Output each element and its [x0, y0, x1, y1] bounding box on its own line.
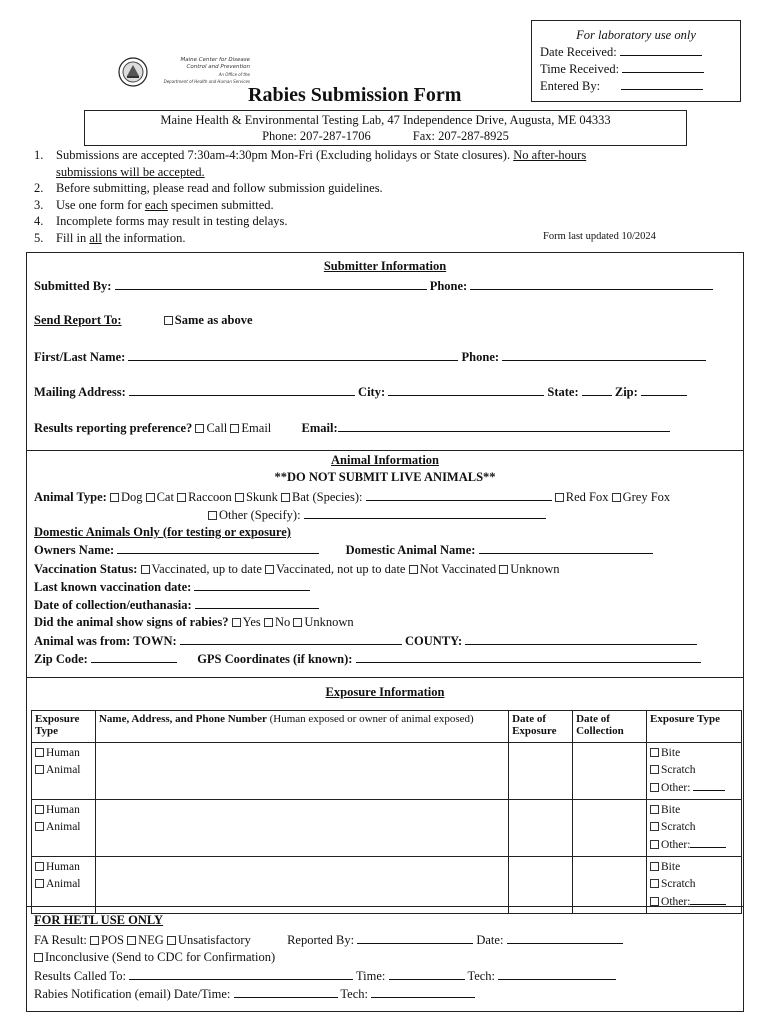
- vacc-not-up-to-date-checkbox[interactable]: [265, 565, 274, 574]
- dog-checkbox[interactable]: [110, 493, 119, 502]
- fa-result-label: FA Result:: [34, 933, 87, 947]
- lab-address: Maine Health & Environmental Testing Lab, 47 Independence Drive, Augusta, ME 04333: [160, 113, 611, 127]
- col-date-collection: Date of Collection: [573, 711, 647, 743]
- logo-line-4: Department of Health and Human Services: [163, 79, 250, 84]
- owners-name-label: Owners Name:: [34, 543, 115, 557]
- notification-row: [34, 986, 475, 1002]
- time-received-label: Time Received:: [540, 62, 620, 76]
- human-checkbox[interactable]: [35, 748, 44, 757]
- other-animal-checkbox[interactable]: [208, 511, 217, 520]
- other-animal-row: Other (Specify):: [208, 507, 546, 523]
- section-divider: [26, 450, 744, 451]
- call-label: Call: [206, 421, 228, 435]
- first-last-input[interactable]: [128, 349, 458, 361]
- pos-checkbox[interactable]: [90, 936, 99, 945]
- exposure-header-row: [32, 711, 742, 743]
- instruction-item-cont: submissions will be accepted.: [56, 164, 205, 179]
- domestic-name-input[interactable]: [479, 542, 653, 554]
- submitted-by-label: Submitted By:: [34, 279, 112, 293]
- form-updated: Form last updated 10/2024: [543, 231, 656, 242]
- date-received-field[interactable]: [540, 44, 732, 61]
- col-name-address: Name, Address, and Phone Number (Human exposed or owner of animal exposed): [95, 711, 508, 743]
- hetl-heading: FOR HETL USE ONLY: [34, 913, 164, 927]
- town-row: [34, 633, 697, 649]
- neg-checkbox[interactable]: [127, 936, 136, 945]
- city-input[interactable]: [388, 384, 544, 396]
- lab-use-title: For laboratory use only: [576, 28, 696, 42]
- instruction-item: 3. Use one form for each specimen submitted.: [34, 197, 274, 212]
- email-option-label: Email: [241, 421, 272, 435]
- vacc-unknown-checkbox[interactable]: [499, 565, 508, 574]
- signs-row: Did the animal show signs of rabies? Yes No Unknown: [34, 615, 354, 629]
- phone-input[interactable]: [470, 278, 713, 290]
- col-exposure-type-2: Exposure Type: [647, 711, 742, 743]
- time-label: Time:: [355, 969, 386, 983]
- mailing-row: [34, 384, 687, 400]
- signs-label: Did the animal show signs of rabies?: [34, 615, 229, 629]
- col-date-exposure: Date of Exposure: [509, 711, 573, 743]
- first-last-row: [34, 349, 706, 365]
- call-checkbox[interactable]: [195, 424, 204, 433]
- vaccination-label: Vaccination Status:: [34, 562, 138, 576]
- zip-input[interactable]: [641, 384, 687, 396]
- time-received-field[interactable]: [540, 61, 732, 78]
- lab-fax: Fax: 207-287-8925: [412, 129, 509, 143]
- date-collection-cell[interactable]: [573, 857, 647, 914]
- not-vaccinated-checkbox[interactable]: [409, 565, 418, 574]
- animal-checkbox[interactable]: [35, 879, 44, 888]
- name-address-cell[interactable]: [95, 800, 508, 857]
- signs-unknown-checkbox[interactable]: [293, 618, 302, 627]
- date-exposure-cell[interactable]: [509, 800, 573, 857]
- domestic-name-label: Domestic Animal Name:: [345, 543, 476, 557]
- human-checkbox[interactable]: [35, 862, 44, 871]
- time-input[interactable]: [389, 968, 465, 980]
- collection-input[interactable]: [195, 597, 319, 609]
- exposure-heading: Exposure Information: [325, 685, 445, 699]
- instruction-item: 1. Submissions are accepted 7:30am-4:30pm Mon-Fri (Excluding holidays or State closures). No after-hours: [34, 148, 587, 162]
- grey-fox-checkbox[interactable]: [612, 493, 621, 502]
- date-collection-cell[interactable]: [573, 800, 647, 857]
- lab-use-box: [531, 20, 741, 102]
- animal-checkbox[interactable]: [35, 822, 44, 831]
- results-called-row: [34, 968, 616, 984]
- same-as-above-checkbox[interactable]: [164, 316, 173, 325]
- state-input[interactable]: [582, 384, 612, 396]
- mailing-label: Mailing Address:: [34, 385, 126, 399]
- animal-checkbox[interactable]: [35, 765, 44, 774]
- email-checkbox[interactable]: [230, 424, 239, 433]
- table-row: Human Animal Bite Scratch Other:: [32, 800, 742, 857]
- instructions-list: [34, 147, 586, 246]
- exposure-table: [31, 710, 742, 914]
- reported-by-input[interactable]: [357, 932, 473, 944]
- vaccination-row: Vaccination Status: Vaccinated, up to date Vaccinated, not up to date Not Vaccinated Unknown: [34, 562, 560, 576]
- col-exposure-type: Exposure Type: [32, 711, 96, 743]
- form-title: Rabies Submission Form: [248, 84, 462, 106]
- red-fox-checkbox[interactable]: [555, 493, 564, 502]
- signs-yes-checkbox[interactable]: [232, 618, 241, 627]
- inconclusive-label: Inconclusive (Send to CDC for Confirmation): [45, 950, 276, 964]
- date-received-label: Date Received:: [540, 45, 617, 59]
- bat-species-input[interactable]: [366, 489, 552, 501]
- table-row: Human Animal Bite Scratch Other:: [32, 857, 742, 914]
- pref-label: Results reporting preference?: [34, 421, 193, 435]
- mailing-input[interactable]: [129, 384, 355, 396]
- animal-type-label: Animal Type:: [34, 490, 107, 504]
- send-report-row: [34, 313, 253, 328]
- lab-address-box: [84, 110, 687, 146]
- raccoon-checkbox[interactable]: [177, 493, 186, 502]
- submitted-by-row: [34, 278, 713, 294]
- date-exposure-cell[interactable]: [509, 857, 573, 914]
- state-seal-icon: [118, 57, 148, 87]
- pref-row: [34, 420, 670, 436]
- submitter-heading: Submitter Information: [323, 259, 447, 273]
- county-input[interactable]: [465, 633, 697, 645]
- logo-line-3: An Office of the: [218, 72, 250, 77]
- entered-by-label: Entered By:: [540, 79, 601, 93]
- other-animal-input[interactable]: [304, 507, 546, 519]
- called-to-input[interactable]: [129, 968, 353, 980]
- tech-label: Tech:: [467, 969, 496, 983]
- submitted-by-input[interactable]: [115, 278, 427, 290]
- other-checkbox[interactable]: [650, 897, 659, 906]
- logo-line-1: Maine Center for Disease: [180, 57, 250, 63]
- entered-by-field[interactable]: [540, 78, 732, 95]
- gps-label: GPS Coordinates (if known):: [197, 652, 353, 666]
- owners-row: [34, 542, 653, 558]
- email-input[interactable]: [338, 420, 670, 432]
- signs-no-checkbox[interactable]: [264, 618, 273, 627]
- instruction-item: 2. Before submitting, please read and follow submission guidelines.: [34, 181, 383, 195]
- section-divider: [26, 677, 744, 678]
- other-checkbox[interactable]: [650, 840, 659, 849]
- animal-zip-input[interactable]: [91, 651, 177, 663]
- other-checkbox[interactable]: [650, 783, 659, 792]
- scratch-checkbox[interactable]: [650, 879, 659, 888]
- city-label: City:: [358, 385, 386, 399]
- name-address-cell[interactable]: [95, 857, 508, 914]
- human-checkbox[interactable]: [35, 805, 44, 814]
- bite-checkbox[interactable]: [650, 862, 659, 871]
- hetl-date-label: Date:: [476, 933, 504, 947]
- table-row: Human Animal Bite Scratch Other:: [32, 743, 742, 800]
- hetl-date-input[interactable]: [507, 932, 623, 944]
- notification-label: Rabies Notification (email) Date/Time:: [34, 987, 231, 1001]
- vacc-up-to-date-checkbox[interactable]: [141, 565, 150, 574]
- send-report-label: Send Report To:: [34, 313, 122, 327]
- tech2-label: Tech:: [340, 987, 368, 1001]
- zip-gps-row: [34, 651, 701, 667]
- cat-checkbox[interactable]: [146, 493, 155, 502]
- unsat-checkbox[interactable]: [167, 936, 176, 945]
- same-as-above-label: Same as above: [174, 313, 253, 327]
- domestic-heading: Domestic Animals Only (for testing or exposure): [34, 525, 291, 539]
- inconclusive-checkbox[interactable]: [34, 953, 43, 962]
- skunk-checkbox[interactable]: [235, 493, 244, 502]
- logo-line-2: Control and Prevention: [186, 64, 250, 70]
- town-input[interactable]: [180, 633, 402, 645]
- reported-by-label: Reported By:: [287, 933, 355, 947]
- email-label: Email:: [301, 421, 338, 435]
- phone2-input[interactable]: [502, 349, 706, 361]
- scratch-checkbox[interactable]: [650, 822, 659, 831]
- live-animal-warning: **DO NOT SUBMIT LIVE ANIMALS**: [274, 470, 496, 484]
- collection-label: Date of collection/euthanasia:: [34, 598, 192, 612]
- called-to-label: Results Called To:: [34, 969, 126, 983]
- bat-checkbox[interactable]: [281, 493, 290, 502]
- last-vacc-input[interactable]: [194, 579, 310, 591]
- animal-zip-label: Zip Code:: [34, 652, 88, 666]
- phone2-label: Phone:: [461, 350, 500, 364]
- collection-row: [34, 597, 319, 613]
- town-label: Animal was from: TOWN:: [34, 634, 177, 648]
- fa-result-row: FA Result: POS NEG Unsatisfactory Reported By: Date:: [34, 932, 623, 948]
- date-exposure-cell[interactable]: [509, 743, 573, 800]
- lab-phone: Phone: 207-287-1706: [262, 129, 371, 143]
- tech-input[interactable]: [498, 968, 616, 980]
- county-label: COUNTY:: [404, 634, 463, 648]
- scratch-checkbox[interactable]: [650, 765, 659, 774]
- instruction-item: 4. Incomplete forms may result in testing delays.: [34, 214, 288, 228]
- last-vacc-label: Last known vaccination date:: [34, 580, 192, 594]
- instruction-item: 5. Fill in all the information.: [34, 230, 186, 245]
- date-collection-cell[interactable]: [573, 743, 647, 800]
- phone-label: Phone:: [429, 279, 468, 293]
- inconclusive-row: [34, 950, 275, 965]
- gps-input[interactable]: [356, 651, 701, 663]
- bite-checkbox[interactable]: [650, 748, 659, 757]
- owners-name-input[interactable]: [117, 542, 319, 554]
- animal-type-row: Animal Type: Dog Cat Raccoon Skunk Bat (Species): Red Fox Grey Fox: [34, 490, 671, 504]
- zip-label: Zip:: [614, 385, 638, 399]
- maine-cdc-logo: [118, 55, 250, 95]
- state-label: State:: [547, 385, 579, 399]
- name-address-cell[interactable]: [95, 743, 508, 800]
- notification-input[interactable]: [234, 986, 338, 998]
- animal-heading: Animal Information: [331, 453, 439, 467]
- first-last-label: First/Last Name:: [34, 350, 126, 364]
- tech2-input[interactable]: [371, 986, 475, 998]
- bite-checkbox[interactable]: [650, 805, 659, 814]
- last-vacc-row: [34, 579, 310, 595]
